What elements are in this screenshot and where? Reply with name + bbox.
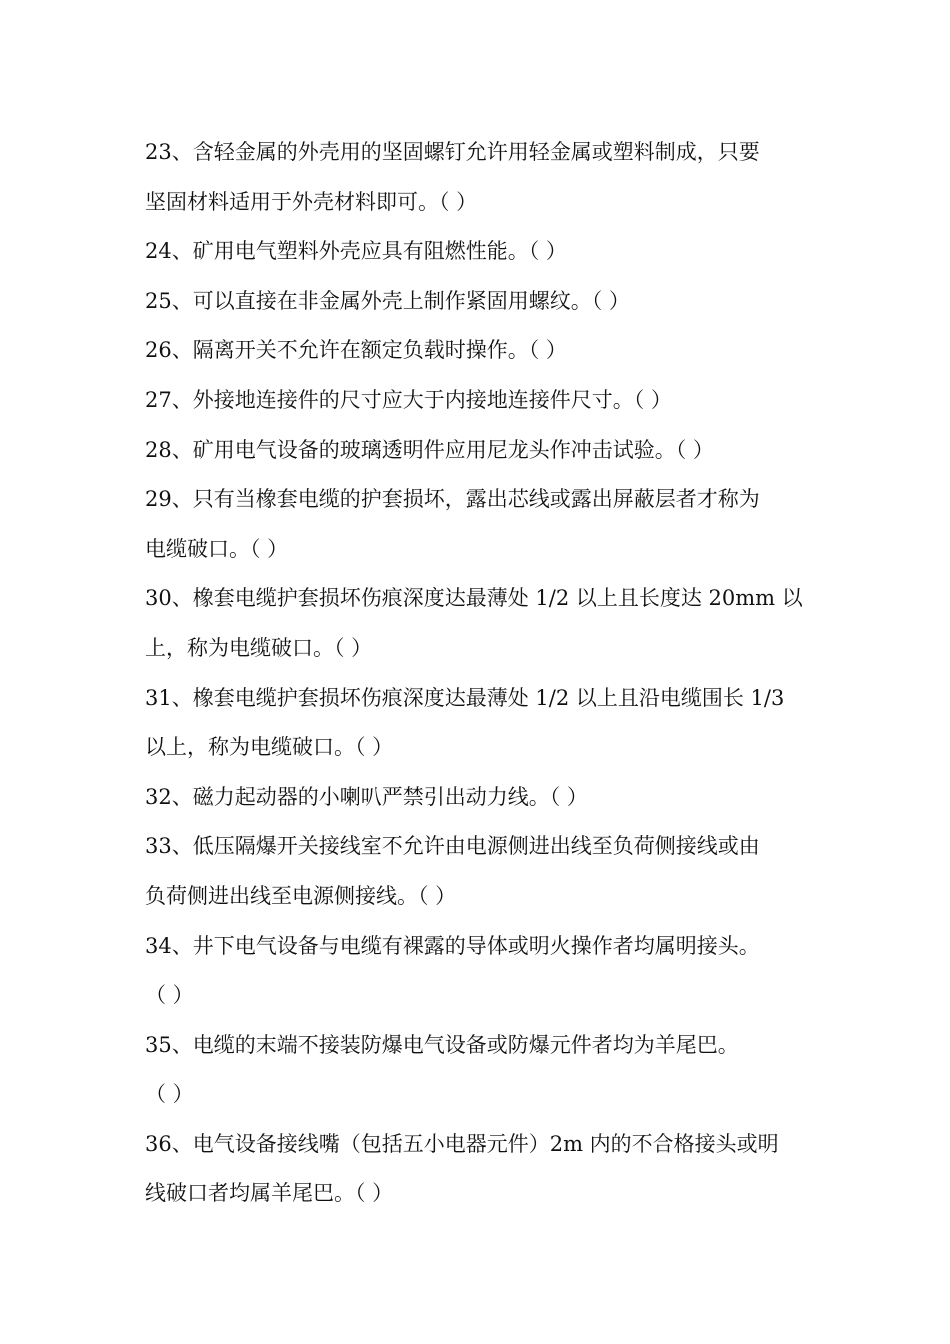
- text-line: 上，称为电缆破口。（ ）: [145, 635, 373, 660]
- text-line: 23、含轻金属的外壳用的坚固螺钉允许用轻金属或塑料制成，只要: [145, 140, 760, 164]
- question-list: [145, 128, 815, 1219]
- text-line: 30、橡套电缆护套损坏伤痕深度达最薄处 1/2 以上且长度达 20mm 以: [145, 586, 803, 611]
- text-line: 27、外接地连接件的尺寸应大于内接地连接件尺寸。（ ）: [145, 387, 672, 412]
- text-line: 32、磁力起动器的小喇叭严禁引出动力线。（ ）: [145, 784, 588, 809]
- text-line: 31、橡套电缆护套损坏伤痕深度达最薄处 1/2 以上且沿电缆围长 1/3: [145, 685, 785, 710]
- text-line: 24、矿用电气塑料外壳应具有阻燃性能。（ ）: [145, 239, 567, 264]
- text-line: 电缆破口。（ ）: [145, 536, 289, 561]
- text-line: 线破口者均属羊尾巴。（ ）: [145, 1181, 394, 1206]
- text-line: 25、可以直接在非金属外壳上制作紧固用螺纹。（ ）: [145, 288, 630, 313]
- text-line: 33、低压隔爆开关接线室不允许由电源侧进出线至负荷侧接线或由: [145, 834, 760, 859]
- text-line: （ ）: [145, 1082, 194, 1107]
- text-line: 28、矿用电气设备的玻璃透明件应用尼龙头作冲击试验。（ ）: [145, 437, 714, 462]
- text-line: 36、电气设备接线嘴（包括五小电器元件）2m 内的不合格接头或明: [145, 1131, 779, 1156]
- text-line: 坚固材料适用于外壳材料即可。（ ）: [145, 189, 478, 214]
- text-line: 34、井下电气设备与电缆有裸露的导体或明火操作者均属明接头。: [145, 933, 760, 958]
- text-line: （ ）: [145, 983, 194, 1008]
- text-line: 以上，称为电缆破口。（ ）: [145, 735, 394, 760]
- text-line: 29、只有当橡套电缆的护套损坏，露出芯线或露出屏蔽层者才称为: [145, 487, 760, 512]
- text-line: 负荷侧进出线至电源侧接线。（ ）: [145, 883, 457, 908]
- text-line: 26、隔离开关不允许在额定负载时操作。（ ）: [145, 338, 567, 363]
- text-line: 35、电缆的末端不接装防爆电气设备或防爆元件者均为羊尾巴。: [145, 1032, 739, 1057]
